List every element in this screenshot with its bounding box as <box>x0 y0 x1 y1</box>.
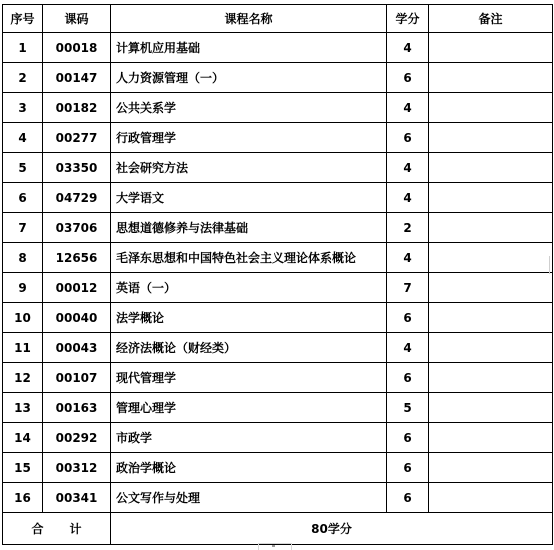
row-note-cell <box>429 63 553 93</box>
row-code-cell: 00341 <box>43 483 111 513</box>
row-no-cell: 1 <box>3 33 43 63</box>
row-no-cell: 16 <box>3 483 43 513</box>
row-credit-cell: 5 <box>387 393 429 423</box>
scroll-edge-marker <box>549 256 554 274</box>
row-note-cell <box>429 333 553 363</box>
header-no: 序号 <box>3 5 43 33</box>
row-credit-cell: 4 <box>387 153 429 183</box>
row-name-cell: 人力资源管理（一） <box>111 63 387 93</box>
row-no-cell: 6 <box>3 183 43 213</box>
row-code-cell: 00182 <box>43 93 111 123</box>
table-row <box>3 183 553 213</box>
row-note-cell <box>429 33 553 63</box>
total-value: 80学分 <box>111 513 553 545</box>
row-code-cell: 03706 <box>43 213 111 243</box>
row-code-cell: 00040 <box>43 303 111 333</box>
row-no-cell: 7 <box>3 213 43 243</box>
row-code-cell: 00012 <box>43 273 111 303</box>
header-row <box>3 5 553 33</box>
row-code-cell: 00147 <box>43 63 111 93</box>
row-name-cell: 市政学 <box>111 423 387 453</box>
row-note-cell <box>429 153 553 183</box>
row-credit-cell: 4 <box>387 183 429 213</box>
row-no-cell: 10 <box>3 303 43 333</box>
row-no-cell: 5 <box>3 153 43 183</box>
row-note-cell <box>429 273 553 303</box>
course-rows <box>3 33 553 513</box>
table-row <box>3 363 553 393</box>
row-no-cell: 2 <box>3 63 43 93</box>
row-no-cell: 9 <box>3 273 43 303</box>
header-credit: 学分 <box>387 5 429 33</box>
row-credit-cell: 6 <box>387 483 429 513</box>
table-row <box>3 93 553 123</box>
row-name-cell: 法学概论 <box>111 303 387 333</box>
row-no-cell: 11 <box>3 333 43 363</box>
table-row <box>3 273 553 303</box>
row-no-cell: 3 <box>3 93 43 123</box>
row-credit-cell: 4 <box>387 243 429 273</box>
table-row <box>3 33 553 63</box>
table-row <box>3 393 553 423</box>
row-name-cell: 思想道德修养与法律基础 <box>111 213 387 243</box>
row-note-cell <box>429 453 553 483</box>
row-name-cell: 社会研究方法 <box>111 153 387 183</box>
row-note-cell <box>429 213 553 243</box>
row-no-cell: 13 <box>3 393 43 423</box>
row-name-cell: 英语（一） <box>111 273 387 303</box>
row-credit-cell: 6 <box>387 453 429 483</box>
table-row <box>3 243 553 273</box>
row-code-cell: 00043 <box>43 333 111 363</box>
table-row <box>3 483 553 513</box>
row-no-cell: 12 <box>3 363 43 393</box>
row-code-cell: 00018 <box>43 33 111 63</box>
row-credit-cell: 6 <box>387 363 429 393</box>
table-row <box>3 303 553 333</box>
row-code-cell: 00292 <box>43 423 111 453</box>
row-no-cell: 4 <box>3 123 43 153</box>
row-note-cell <box>429 183 553 213</box>
table-row <box>3 63 553 93</box>
row-credit-cell: 6 <box>387 63 429 93</box>
row-note-cell <box>429 243 553 273</box>
row-note-cell <box>429 423 553 453</box>
row-no-cell: 14 <box>3 423 43 453</box>
row-credit-cell: 4 <box>387 333 429 363</box>
row-credit-cell: 6 <box>387 423 429 453</box>
row-note-cell <box>429 483 553 513</box>
row-code-cell: 00163 <box>43 393 111 423</box>
header-code: 课码 <box>43 5 111 33</box>
row-code-cell: 04729 <box>43 183 111 213</box>
total-label <box>3 513 111 545</box>
row-code-cell: 00277 <box>43 123 111 153</box>
row-credit-cell: 6 <box>387 303 429 333</box>
row-name-cell: 政治学概论 <box>111 453 387 483</box>
row-code-cell: 00107 <box>43 363 111 393</box>
row-credit-cell: 4 <box>387 93 429 123</box>
row-name-cell: 计算机应用基础 <box>111 33 387 63</box>
header-note: 备注 <box>429 5 553 33</box>
row-note-cell <box>429 123 553 153</box>
table-row <box>3 333 553 363</box>
row-code-cell: 03350 <box>43 153 111 183</box>
table-row <box>3 153 553 183</box>
total-label-left: 合 <box>31 521 44 536</box>
table-row <box>3 213 553 243</box>
row-code-cell: 12656 <box>43 243 111 273</box>
row-note-cell <box>429 363 553 393</box>
row-name-cell: 大学语文 <box>111 183 387 213</box>
table-row <box>3 453 553 483</box>
total-row <box>3 513 553 545</box>
row-note-cell <box>429 93 553 123</box>
row-credit-cell: 4 <box>387 33 429 63</box>
course-table <box>2 4 553 545</box>
row-name-cell: 行政管理学 <box>111 123 387 153</box>
row-credit-cell: 6 <box>387 123 429 153</box>
row-no-cell: 8 <box>3 243 43 273</box>
page-bottom-dot <box>272 545 275 547</box>
row-name-cell: 公文写作与处理 <box>111 483 387 513</box>
row-name-cell: 管理心理学 <box>111 393 387 423</box>
row-credit-cell: 7 <box>387 273 429 303</box>
row-code-cell: 00312 <box>43 453 111 483</box>
row-credit-cell: 2 <box>387 213 429 243</box>
row-note-cell <box>429 303 553 333</box>
row-name-cell: 经济法概论（财经类） <box>111 333 387 363</box>
row-name-cell: 毛泽东思想和中国特色社会主义理论体系概论 <box>111 243 387 273</box>
total-label-right: 计 <box>69 521 82 536</box>
row-name-cell: 公共关系学 <box>111 93 387 123</box>
table-row <box>3 123 553 153</box>
header-name: 课程名称 <box>111 5 387 33</box>
row-note-cell <box>429 393 553 423</box>
row-name-cell: 现代管理学 <box>111 363 387 393</box>
row-no-cell: 15 <box>3 453 43 483</box>
table-row <box>3 423 553 453</box>
